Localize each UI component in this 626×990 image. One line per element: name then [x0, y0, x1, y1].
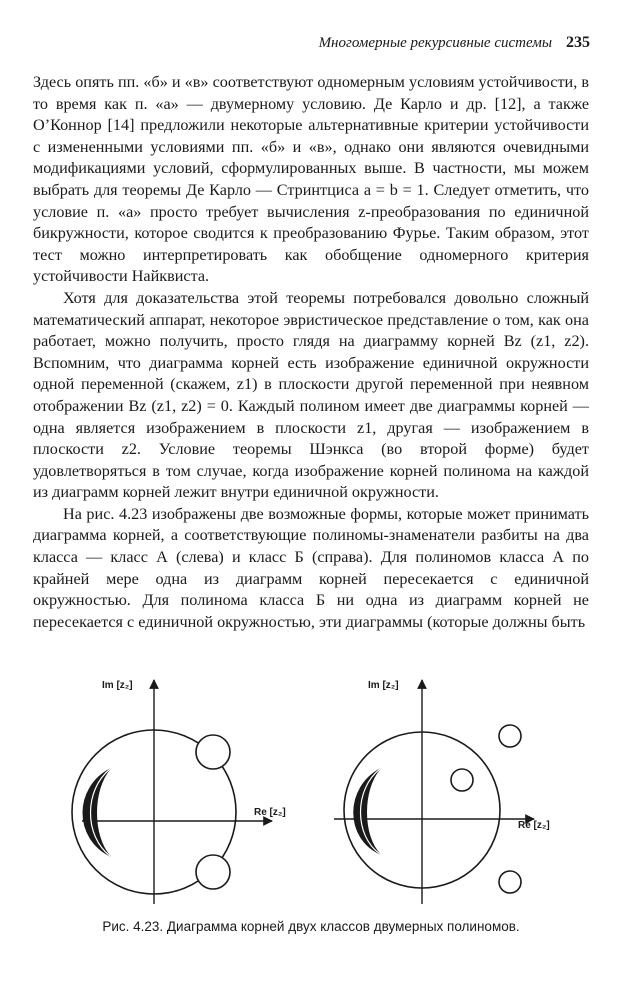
diagram-class-a: [72, 680, 286, 904]
paragraph-2: Хотя для доказательства этой теоремы потребовался довольно сложный математический аппарат, некоторое эвристическое представление о том, как она работает, можно получить, просто глядя на диаграмму корней Bz (z1, z2). Вспомним, что диаграмма корней есть изображение единичной окружности одной переменной (скажем, z1) в плоскости другой переменной при неявном отображении Bz (z1, z2) = 0. Каждый полином имеет две диаграммы корней — одна является изображением в плоскости z1, другая — изображением в плоскости z2. Условие теоремы Шэнкса (во второй форме) будет удовлетворяться в том случае, когда изображение корней полинома на каждой из диаграмм корней лежит внутри единичной окружности.: [33, 288, 589, 502]
im-label-right: Im [z₂]: [368, 680, 399, 691]
figure-caption: Рис. 4.23. Диаграмма корней двух классов двумерных полиномов.: [102, 919, 520, 934]
root-diagrams: [62, 676, 562, 904]
crescent-root-locus-right: [354, 769, 380, 854]
small-circle-lower-left: [196, 855, 230, 889]
running-title: Многомерные рекурсивные системы: [318, 35, 552, 51]
small-circle-top-right: [499, 725, 521, 747]
small-circle-middle-right: [451, 769, 473, 791]
re-label-right: Re [z₂]: [518, 820, 550, 831]
paragraph-3: На рис. 4.23 изображены две возможные формы, которые может принимать диаграмма корней, а соответствующие полиномы-знаменатели разбиты на два класса — класс А (слева) и класс Б (справа). Для полиномов класса А по крайней мере одна из диаграмм корней пересекается с единичной окружностью. Для полинома класса Б ни одна из диаграмм корней не пересекается с единичной окружностью, эти диаграммы (которые должны быть: [33, 504, 589, 631]
figure-4-23: [62, 676, 562, 904]
small-circle-upper-left: [196, 735, 230, 769]
diagram-class-b: [334, 680, 550, 904]
body-text: [33, 72, 589, 633]
running-header: [58, 34, 590, 52]
re-label-left: Re [z₂]: [254, 807, 286, 818]
small-circle-bottom-right: [499, 871, 521, 893]
page-number: 235: [566, 34, 590, 51]
paragraph-1: Здесь опять пп. «б» и «в» соответствуют одномерным условиям устойчивости, в то время как п. «а» — двумерному условию. Де Карло и др. [12], а также О’Коннор [14] предложили некоторые альтернативные критерии устойчивости с измененными условиями пп. «б» и «в», однако они являются очевидными модификациями условий, сформулированных выше. В частности, мы можем выбрать для теоремы Де Карло — Стринтциса a = b = 1. Следует отметить, что условие п. «а» просто требует вычисления z-преобразования по единичной бикружности, которое сводится к преобразованию Фурье. Таким образом, этот тест можно интерпретировать как обобщение одномерного критерия устойчивости Найквиста.: [33, 73, 589, 286]
crescent-root-locus-left: [83, 769, 110, 856]
im-label-left: Im [z₂]: [102, 680, 133, 691]
